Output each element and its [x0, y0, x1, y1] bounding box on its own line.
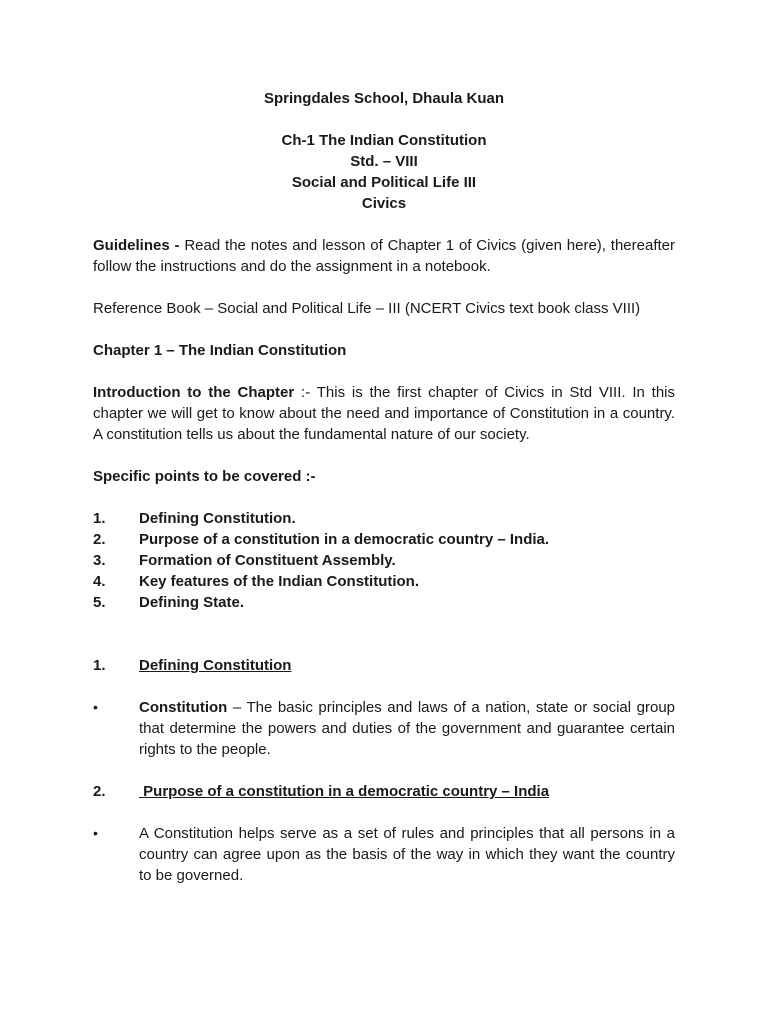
section-2-title: Purpose of a constitution in a democratic country – India	[139, 783, 550, 800]
guidelines-paragraph	[93, 235, 675, 277]
list-item-number: 5.	[93, 594, 106, 611]
list-item	[93, 508, 675, 529]
intro-text: :- This is the first chapter of Civics in Std VIII. In this chapter we will get to know about the need and importance of Constitution in a country. A constitution tells us about the fundamental nature of our society.	[93, 384, 675, 443]
list-item-text: Key features of the Indian Constitution.	[139, 573, 420, 590]
list-item-number: 2.	[93, 531, 106, 548]
section-1-number: 1.	[93, 657, 106, 674]
section-1-title: Defining Constitution	[139, 657, 292, 674]
section-2-number: 2.	[93, 783, 106, 800]
list-item-text: Defining Constitution.	[139, 510, 296, 527]
points-heading: Specific points to be covered :-	[93, 468, 316, 485]
subject-title: Social and Political Life III	[291, 174, 477, 191]
chapter-heading: Chapter 1 – The Indian Constitution	[93, 342, 347, 359]
constitution-term: Constitution	[139, 699, 228, 716]
intro-label: Introduction to the Chapter	[93, 384, 295, 401]
chapter-title: Ch-1 The Indian Constitution	[281, 132, 487, 149]
intro-paragraph	[93, 382, 675, 445]
list-item-number: 1.	[93, 510, 106, 527]
reference-book: Reference Book – Social and Political Life – III (NCERT Civics text book class VIII)	[93, 300, 641, 317]
points-list	[93, 508, 675, 613]
list-item	[93, 592, 675, 613]
list-item-text: Formation of Constituent Assembly.	[139, 552, 396, 569]
school-name: Springdales School, Dhaula Kuan	[263, 90, 505, 107]
bullet-icon: •	[93, 825, 98, 841]
standard: Std. – VIII	[350, 153, 418, 170]
list-item-number: 3.	[93, 552, 106, 569]
section-1-bullet-item	[93, 697, 675, 760]
list-item-number: 4.	[93, 573, 106, 590]
section-2-bullet-item	[93, 823, 675, 886]
section-1-heading	[93, 655, 675, 676]
list-item	[93, 550, 675, 571]
list-item-text: Defining State.	[139, 594, 245, 611]
bullet-icon: •	[93, 699, 98, 715]
guidelines-label: Guidelines -	[93, 237, 180, 254]
list-item-text: Purpose of a constitution in a democratic country – India.	[139, 531, 550, 548]
section-2-text: A Constitution helps serve as a set of rules and principles that all persons in a country can agree upon as the basis of the way in which they want the country to be governed.	[139, 825, 675, 884]
guidelines-text: Read the notes and lesson of Chapter 1 of Civics (given here), thereafter follow the instructions and do the assignment in a notebook.	[93, 237, 675, 275]
section-1-definition	[139, 697, 675, 760]
list-item	[93, 571, 675, 592]
civics-title: Civics	[361, 195, 407, 212]
constitution-definition: – The basic principles and laws of a nation, state or social group that determine the powers and duties of the government and guarantee certain rights to the people.	[139, 699, 675, 758]
section-2-heading	[93, 781, 675, 802]
document-content	[93, 88, 675, 886]
list-item	[93, 529, 675, 550]
